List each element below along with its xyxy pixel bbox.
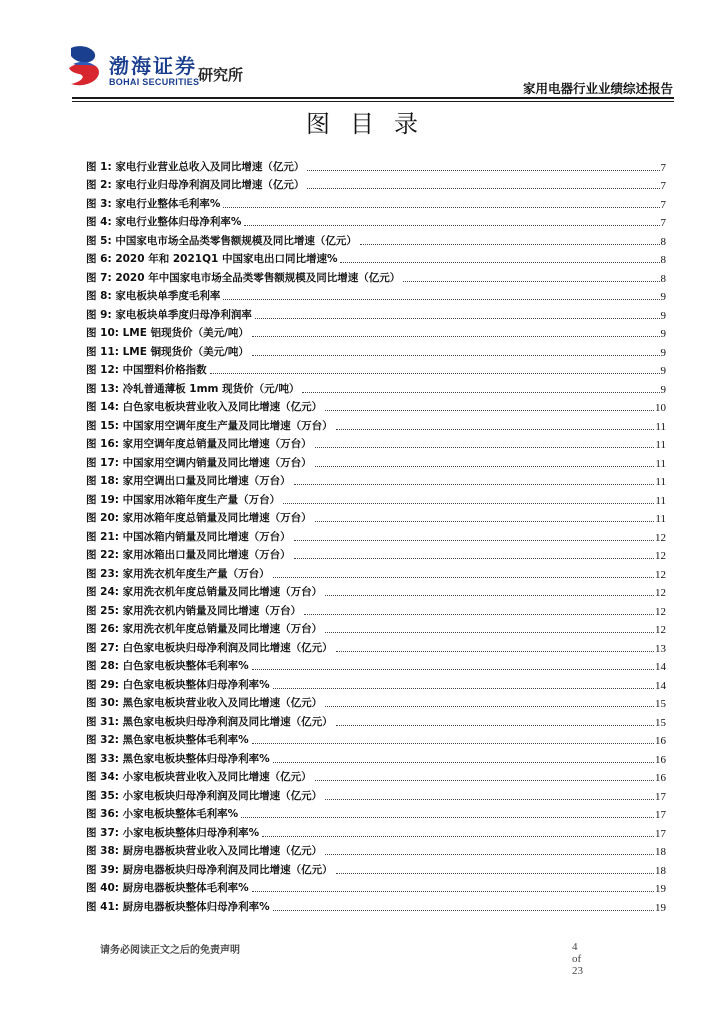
toc-entry[interactable] [86,655,666,674]
toc-entry-page: 16 [655,772,666,784]
toc-leader-dots [252,890,654,892]
toc-leader-dots [273,761,654,763]
toc-entry-page: 9 [660,309,666,322]
toc-leader-dots [307,169,659,171]
toc-entry-page: 12 [655,624,666,636]
toc-leader-dots [241,816,654,818]
toc-entry-page: 17 [655,827,666,840]
toc-leader-dots [307,187,659,189]
toc-entry-label: 图 22: 家用冰箱出口量及同比增速（万台） [86,549,291,561]
toc-entry-label: 图 39: 厨房电器板块归母净利润及同比增速（亿元） [86,863,333,876]
toc-leader-dots [325,798,654,800]
toc-leader-dots [252,335,660,337]
toc-entry[interactable] [86,840,666,859]
toc-entry-label: 图 6: 2020 年和 2021Q1 中国家电出口同比增速% [86,253,338,265]
toc-entry[interactable] [86,692,666,711]
toc-entry-page: 14 [655,679,666,692]
toc-entry-label: 图 40: 厨房电器板块整体毛利率% [86,882,249,894]
toc-leader-dots [244,224,659,226]
toc-leader-dots [336,724,654,726]
toc-leader-dots [325,853,654,855]
toc-entry-page: 11 [655,494,666,507]
toc-entry-label: 图 41: 厨房电器板块整体归母净利率% [86,900,270,913]
toc-entry[interactable] [86,285,666,304]
toc-leader-dots [325,705,654,707]
toc-entry-page: 15 [655,716,666,729]
institute-name: 研究所 [198,66,244,84]
toc-entry[interactable] [86,488,666,507]
disclaimer-text: 请务必阅读正文之后的免责声明 [100,945,240,956]
toc-entry-page: 10 [655,402,666,414]
toc-entry[interactable] [86,155,666,174]
toc-entry-page: 12 [655,568,666,581]
toc-leader-dots [315,520,655,522]
toc-entry[interactable] [86,581,666,600]
toc-entry[interactable] [86,673,666,692]
toc-entry-page: 19 [655,901,666,914]
page-header [65,40,673,100]
header-rule [72,97,674,99]
toc-leader-dots [252,354,660,356]
page-footer [100,941,583,977]
toc-entry[interactable] [86,562,666,581]
toc-entry[interactable] [86,229,666,248]
toc-entry[interactable] [86,766,666,785]
toc-leader-dots [294,557,654,559]
page-number: 4 of 23 [572,941,583,977]
toc-entry-label: 图 38: 厨房电器板块营业收入及同比增速（亿元） [86,845,323,857]
toc-entry[interactable] [86,747,666,766]
toc-entry[interactable] [86,729,666,748]
toc-entry-page: 9 [660,383,666,396]
toc-leader-dots [325,631,654,633]
toc-entry-label: 图 29: 白色家电板块整体归母净利率% [86,678,270,691]
figure-list [86,155,666,914]
toc-entry-page: 12 [655,587,666,599]
toc-entry-label: 图 17: 中国家用空调内销量及同比增速（万台） [86,456,312,469]
toc-entry-label: 图 3: 家电行业整体毛利率% [86,197,221,210]
toc-entry-label: 图 16: 家用空调年度总销量及同比增速（万台） [86,438,312,450]
toc-entry-label: 图 11: LME 铜现货价（美元/吨） [86,345,249,358]
toc-entry-page: 17 [655,790,666,803]
toc-entry[interactable] [86,470,666,489]
toc-entry[interactable] [86,636,666,655]
toc-entry-label: 图 21: 中国冰箱内销量及同比增速（万台） [86,530,291,543]
toc-leader-dots [273,909,654,911]
toc-leader-dots [294,483,655,485]
toc-entry-label: 图 36: 小家电板块整体毛利率% [86,808,239,820]
toc-entry-page: 16 [655,753,666,766]
toc-entry-page: 11 [655,513,666,525]
toc-entry-page: 8 [660,235,666,248]
toc-entry-label: 图 2: 家电行业归母净利润及同比增速（亿元） [86,179,305,191]
toc-entry[interactable] [86,525,666,544]
toc-entry[interactable] [86,618,666,637]
toc-entry-page: 9 [660,291,666,303]
toc-entry-label: 图 35: 小家电板块归母净利润及同比增速（亿元） [86,789,323,802]
toc-entry[interactable] [86,803,666,822]
toc-entry[interactable] [86,266,666,285]
toc-leader-dots [315,446,655,448]
bohai-securities-logo [65,44,275,94]
toc-entry-label: 图 14: 白色家电板块营业收入及同比增速（亿元） [86,401,323,413]
toc-entry[interactable] [86,174,666,193]
toc-entry-page: 13 [655,642,666,655]
toc-entry[interactable] [86,858,666,877]
toc-entry[interactable] [86,377,666,396]
toc-entry[interactable] [86,507,666,526]
toc-leader-dots [325,409,654,411]
toc-entry-page: 12 [655,550,666,562]
toc-leader-dots [273,576,654,578]
toc-entry[interactable] [86,710,666,729]
toc-entry-page: 15 [655,698,666,710]
toc-entry-page: 7 [660,180,666,192]
toc-entry-page: 11 [655,457,666,470]
toc-entry-page: 14 [655,661,666,673]
toc-entry-label: 图 34: 小家电板块营业收入及同比增速（亿元） [86,771,312,783]
toc-leader-dots [336,650,654,652]
report-name: 家用电器行业业绩综述报告 [522,81,673,96]
toc-entry-page: 12 [655,605,666,618]
toc-entry-page: 7 [660,198,666,211]
toc-entry-page: 11 [655,420,666,433]
toc-entry-label: 图 10: LME 铝现货价（美元/吨） [86,327,249,339]
toc-entry-page: 11 [655,439,666,451]
toc-entry[interactable] [86,895,666,914]
toc-leader-dots [315,465,655,467]
toc-entry-label: 图 8: 家电板块单季度毛利率 [86,290,221,302]
toc-entry-page: 18 [655,846,666,858]
toc-leader-dots [252,742,654,744]
toc-entry-page: 9 [660,346,666,359]
toc-entry[interactable] [86,322,666,341]
toc-entry[interactable] [86,877,666,896]
toc-entry-page: 16 [655,735,666,747]
toc-leader-dots [302,391,659,393]
toc-entry[interactable] [86,414,666,433]
toc-leader-dots [336,428,655,430]
toc-entry-page: 9 [660,328,666,340]
toc-entry-label: 图 33: 黑色家电板块整体归母净利率% [86,752,270,765]
toc-entry[interactable] [86,192,666,211]
toc-leader-dots [252,668,654,670]
toc-entry-label: 图 25: 家用洗衣机内销量及同比增速（万台） [86,604,302,617]
toc-entry-label: 图 5: 中国家电市场全品类零售额规模及同比增速（亿元） [86,234,357,247]
header-rule-thin [72,101,674,102]
toc-leader-dots [273,687,654,689]
toc-leader-dots [403,280,659,282]
toc-entry[interactable] [86,340,666,359]
toc-entry-label: 图 9: 家电板块单季度归母净利润率 [86,308,252,321]
toc-entry-label: 图 37: 小家电板块整体归母净利率% [86,826,260,839]
toc-entry-page: 9 [660,365,666,377]
toc-entry-page: 7 [660,161,666,174]
toc-entry-page: 8 [660,254,666,266]
logo-chinese-name: 渤海证券 [109,54,197,78]
toc-entry-page: 7 [660,217,666,229]
toc-entry-page: 18 [655,864,666,877]
toc-entry[interactable] [86,821,666,840]
toc-entry-label: 图 13: 冷轧普通薄板 1mm 现货价（元/吨） [86,382,300,395]
toc-entry-label: 图 15: 中国家用空调年度生产量及同比增速（万台） [86,419,333,432]
toc-entry-page: 19 [655,883,666,895]
toc-entry-label: 图 4: 家电行业整体归母净利率% [86,216,242,228]
toc-entry-page: 17 [655,809,666,821]
toc-leader-dots [223,206,659,208]
toc-entry[interactable] [86,359,666,378]
toc-entry-label: 图 20: 家用冰箱年度总销量及同比增速（万台） [86,512,312,524]
toc-entry-label: 图 26: 家用洗衣机年度总销量及同比增速（万台） [86,623,323,635]
toc-entry-label: 图 19: 中国家用冰箱年度生产量（万台） [86,493,281,506]
toc-entry-page: 8 [660,272,666,285]
toc-entry[interactable] [86,396,666,415]
toc-entry-label: 图 31: 黑色家电板块归母净利润及同比增速（亿元） [86,715,333,728]
bohai-logo-icon [65,44,105,88]
toc-entry-label: 图 23: 家用洗衣机年度生产量（万台） [86,567,270,580]
toc-leader-dots [294,539,654,541]
toc-leader-dots [262,835,654,837]
toc-leader-dots [325,594,654,596]
toc-leader-dots [340,261,659,263]
toc-entry-label: 图 1: 家电行业营业总收入及同比增速（亿元） [86,160,305,173]
toc-entry-page: 11 [655,476,666,488]
toc-entry[interactable] [86,451,666,470]
toc-entry[interactable] [86,248,666,267]
toc-entry-label: 图 7: 2020 年中国家电市场全品类零售额规模及同比增速（亿元） [86,271,401,284]
toc-entry-label: 图 28: 白色家电板块整体毛利率% [86,660,249,672]
toc-leader-dots [283,502,654,504]
toc-title: 图目录 [306,110,438,138]
logo-english-name: BOHAI SECURITIES [109,77,200,87]
toc-leader-dots [223,298,659,300]
toc-entry-page: 12 [655,531,666,544]
toc-leader-dots [336,872,654,874]
toc-entry[interactable] [86,784,666,803]
toc-leader-dots [210,372,660,374]
toc-entry-label: 图 32: 黑色家电板块整体毛利率% [86,734,249,746]
toc-entry[interactable] [86,433,666,452]
toc-entry[interactable] [86,544,666,563]
toc-entry-label: 图 18: 家用空调出口量及同比增速（万台） [86,475,291,487]
toc-entry[interactable] [86,211,666,230]
toc-entry-label: 图 27: 白色家电板块归母净利润及同比增速（亿元） [86,641,333,654]
toc-leader-dots [255,317,660,319]
toc-entry-label: 图 12: 中国塑料价格指数 [86,364,207,376]
toc-entry[interactable] [86,303,666,322]
toc-entry[interactable] [86,599,666,618]
toc-entry-label: 图 24: 家用洗衣机年度总销量及同比增速（万台） [86,586,323,598]
toc-leader-dots [304,613,654,615]
toc-entry-label: 图 30: 黑色家电板块营业收入及同比增速（亿元） [86,697,323,709]
toc-leader-dots [315,779,654,781]
toc-leader-dots [360,243,660,245]
